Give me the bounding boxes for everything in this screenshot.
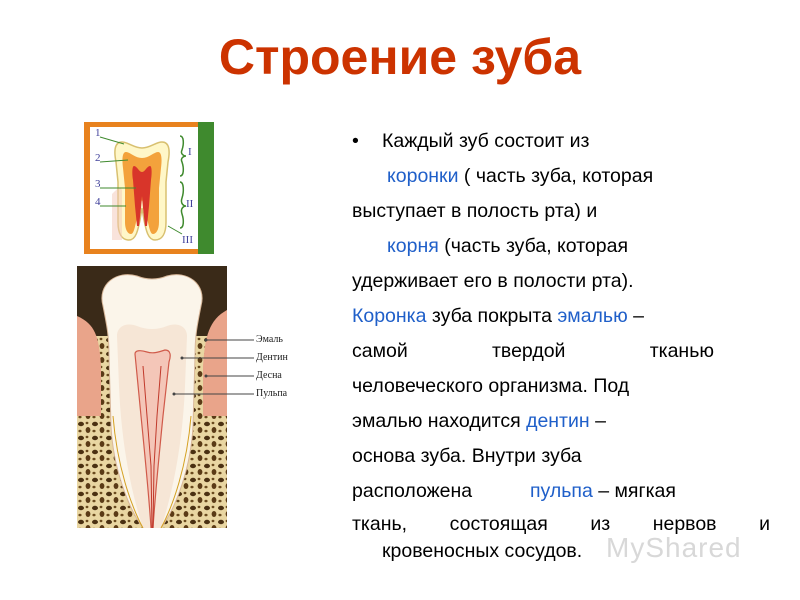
text-line-1: • Каждый зуб состоит из (352, 124, 770, 159)
label-gum: Десна (256, 370, 282, 381)
label-pulp: Пульпа (256, 388, 288, 399)
small-diagram-number-4: 4 (95, 196, 101, 208)
term-crown: коронки (387, 165, 459, 187)
text-line-8: человеческого организма. Под (352, 375, 630, 397)
term-dentin: дентин (526, 410, 590, 432)
small-diagram-number-2: 2 (95, 152, 101, 164)
term-enamel: эмалью (557, 305, 628, 327)
small-tooth-diagram (84, 122, 214, 254)
small-diagram-number-3: 3 (95, 178, 101, 190)
small-diagram-section-1: I (188, 146, 192, 158)
text-line-9: эмалью находится дентин – (352, 410, 606, 432)
slide-title: Строение зуба (218, 29, 582, 85)
text-line-2: коронки ( часть зуба, которая (387, 165, 654, 187)
term-root: корня (387, 235, 439, 257)
body-text (352, 124, 770, 563)
text-line-7: самой твердой тканью (352, 340, 714, 362)
small-diagram-section-3: III (182, 234, 193, 246)
text-line-5: удерживает его в полости рта). (352, 270, 634, 292)
text-line-11: расположена пульпа – мягкая (352, 480, 676, 502)
text-line-3: выступает в полость рта) и (352, 200, 598, 222)
small-diagram-number-1: 1 (95, 127, 101, 139)
text-line-12: ткань, состоящая из нервов и (352, 513, 770, 535)
text-line-4: корня (часть зуба, которая (387, 235, 629, 257)
large-diagram-pointers (170, 330, 260, 400)
label-enamel: Эмаль (256, 334, 283, 345)
small-diagram-section-2: II (186, 198, 194, 210)
watermark: MyShared (606, 532, 742, 563)
text-line-6: Коронка зуба покрыта эмалью – (352, 305, 644, 327)
label-dentin: Дентин (256, 352, 288, 363)
term-crown-2: Коронка (352, 305, 427, 327)
text-line-13: кровеносных сосудов. (382, 540, 583, 562)
text-line-10: основа зуба. Внутри зуба (352, 445, 582, 467)
bullet: • (352, 130, 359, 152)
term-pulp: пульпа (530, 480, 593, 502)
